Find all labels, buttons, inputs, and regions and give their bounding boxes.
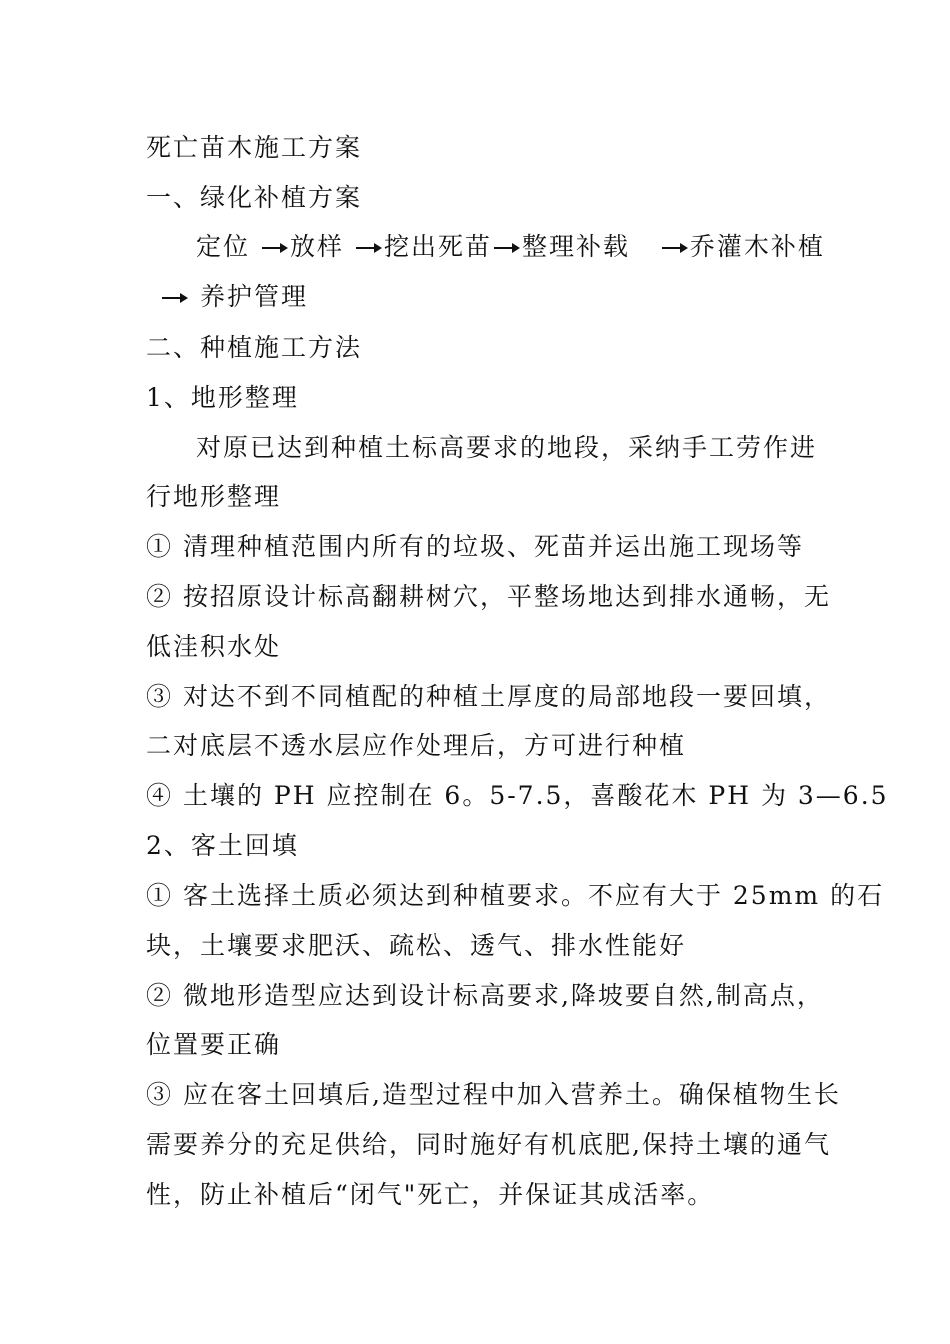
list-item-3-cont: 性，防止补植后“闭气"死亡，并保证其成活率。	[146, 1180, 715, 1209]
paragraph-line: 对原已达到种植土标高要求的地段，采纳手工劳作进	[196, 433, 818, 462]
list-item-3-cont: 需要养分的充足供给，同时施好有机底肥,保持土壤的通气	[146, 1130, 831, 1159]
arrow-right-icon	[662, 232, 688, 262]
list-item-3: ③ 应在客土回填后,造型过程中加入营养土。确保植物生长	[146, 1080, 841, 1109]
list-item-2-cont: 低洼积水处	[146, 632, 282, 661]
arrow-right-icon	[262, 232, 288, 262]
flow-step-replant: 乔灌木补植	[689, 232, 825, 261]
flow-step-locate: 定位	[196, 232, 251, 261]
list-item-4: ④ 土壤的 PH 应控制在 6。5-7.5，喜酸花木 PH 为 3—6.5	[146, 781, 889, 810]
subsection-heading-2: 2、客土回填	[146, 831, 299, 860]
flow-step-arrange: 整理补载	[521, 232, 630, 261]
paragraph-line: 行地形整理	[146, 482, 282, 511]
list-item-2: ② 按招原设计标高翻耕树穴，平整场地达到排水通畅，无	[146, 582, 831, 611]
section-heading-1: 一、绿化补植方案	[146, 183, 363, 212]
section-heading-2: 二、种植施工方法	[146, 333, 363, 362]
flow-step-maintain: 养护管理	[199, 282, 308, 311]
list-item-3: ③ 对达不到不同植配的种植土厚度的局部地段一要回填，	[146, 682, 831, 711]
document-title: 死亡苗木施工方案	[146, 133, 363, 162]
list-item-1: ① 清理种植范围内所有的垃圾、死苗并运出施工现场等	[146, 532, 804, 561]
arrow-right-icon	[494, 232, 520, 262]
list-item-2: ② 微地形造型应达到设计标高要求,降坡要自然,制高点，	[146, 981, 824, 1010]
subsection-heading-1: 1、地形整理	[146, 383, 299, 412]
list-item-2-cont: 位置要正确	[146, 1030, 282, 1059]
flow-diagram-row-1	[196, 232, 825, 262]
arrow-right-icon	[356, 232, 382, 262]
list-item-1-cont: 块，土壤要求肥沃、疏松、透气、排水性能好	[146, 931, 687, 960]
flow-step-dig-out: 挖出死苗	[383, 232, 492, 261]
list-item-3-cont: 二对底层不透水层应作处理后，方可进行种植	[146, 731, 687, 760]
flow-diagram-row-2	[160, 282, 308, 312]
arrow-right-icon	[162, 282, 188, 312]
list-item-1: ① 客土选择土质必须达到种植要求。不应有大于 25mm 的石	[146, 881, 885, 910]
flow-step-stakeout: 放样	[289, 232, 344, 261]
